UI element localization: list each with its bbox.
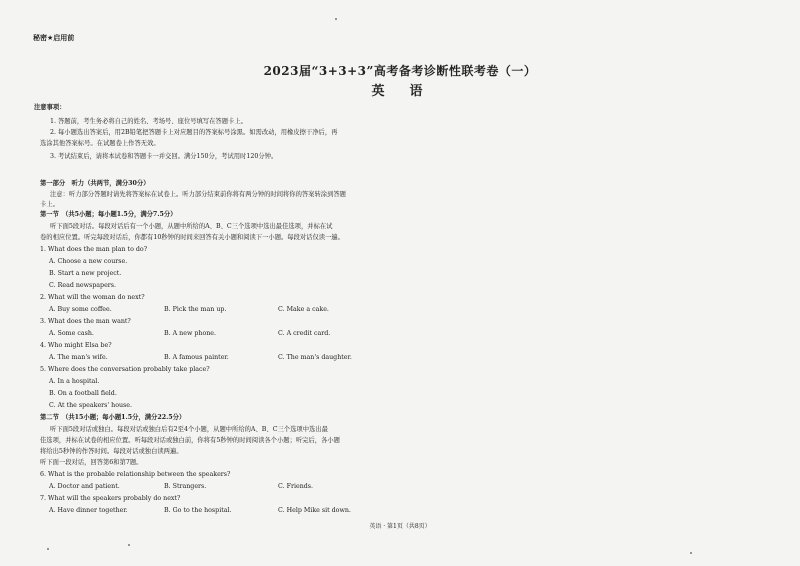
q7-option-a: A. Have dinner together. xyxy=(49,507,128,514)
page-footer: 英语 · 第1页（共8页） xyxy=(369,523,431,530)
scan-speck xyxy=(128,544,130,546)
question-4: 4. Who might Elsa be? xyxy=(40,342,112,349)
q7-option-c: C. Help Mike sit down. xyxy=(278,507,351,514)
q1-option-a: A. Choose a new course. xyxy=(49,258,128,265)
section2-intro-3: 将给出5秒钟的作答时间。每段对话或独白读两遍。 xyxy=(40,448,183,455)
q2-option-b: B. Pick the man up. xyxy=(164,306,227,313)
q1-option-c: C. Read newspapers. xyxy=(49,282,117,289)
scan-speck xyxy=(335,18,337,20)
question-2: 2. What will the woman do next? xyxy=(40,294,145,301)
q6-option-b: B. Strangers. xyxy=(164,483,207,490)
section1-title: 第一节 （共5小题；每小题1.5分，满分7.5分） xyxy=(40,211,177,218)
question-5: 5. Where does the conversation probably take place? xyxy=(40,366,210,373)
q4-option-c: C. The man's daughter. xyxy=(278,354,352,361)
note-2-cont: 选涂其他答案标号。在试题卷上作答无效。 xyxy=(40,140,160,147)
q6-option-a: A. Doctor and patient. xyxy=(49,483,120,490)
q5-option-c: C. At the speakers' house. xyxy=(49,402,133,409)
note-3: 3. 考试结束后，请将本试卷和答题卡一并交回。满分150分，考试用时120分钟。 xyxy=(50,153,278,160)
q4-option-b: B. A famous painter. xyxy=(164,354,229,361)
q3-option-a: A. Some cash. xyxy=(49,330,94,337)
q5-option-a: A. In a hospital. xyxy=(49,378,100,385)
q1-option-b: B. Start a new project. xyxy=(49,270,122,277)
scan-speck xyxy=(690,552,692,554)
q3-option-c: C. A credit card. xyxy=(278,330,331,337)
confidential-label: 秘密★启用前 xyxy=(33,34,75,42)
question-1: 1. What does the man plan to do? xyxy=(40,246,148,253)
section2-intro-4: 听下面一段对话，回答第6和第7题。 xyxy=(40,459,143,466)
part1-intro-2: 卡上。 xyxy=(40,201,59,208)
section2-title: 第二节 （共15小题；每小题1.5分，满分22.5分） xyxy=(40,414,186,421)
q5-option-b: B. On a football field. xyxy=(49,390,117,397)
note-2: 2. 每小题选出答案后，用2B铅笔把答题卡上对应题目的答案标号涂黑。如需改动，用橡皮擦干净后，再 xyxy=(50,129,338,136)
question-3: 3. What does the man want? xyxy=(40,318,131,325)
notes-title: 注意事项： xyxy=(34,104,66,111)
exam-title: 2023届“3+3+3”高考备考诊断性联考卷（一） xyxy=(263,64,537,78)
question-6: 6. What is the probable relationship between the speakers? xyxy=(40,471,231,478)
section1-intro-2: 卷的相应位置。听完每段对话后，你都有10秒钟的时间来回答有关小题和阅读下一小题。每段对话仅读一遍。 xyxy=(40,234,344,241)
subject-title: 英 语 xyxy=(371,84,429,99)
note-1: 1. 答题前，考生务必将自己的姓名、考场号、座位号填写在答题卡上。 xyxy=(50,118,247,125)
question-7: 7. What will the speakers probably do next? xyxy=(40,495,181,502)
section1-intro-1: 听下面5段对话。每段对话后有一个小题，从题中所给的A、B、C三个选项中选出最佳选项，并标在试 xyxy=(50,223,333,230)
q3-option-b: B. A new phone. xyxy=(164,330,217,337)
section2-intro-2: 佳选项，并标在试卷的相应位置。听每段对话或独白前，你将有5秒钟的时间阅读各个小题；听完后，各小题 xyxy=(40,437,340,444)
q2-option-c: C. Make a cake. xyxy=(278,306,329,313)
q7-option-b: B. Go to the hospital. xyxy=(164,507,232,514)
section2-intro-1: 听下面5段对话或独白。每段对话或独白后有2至4个小题，从题中所给的A、B、C三个选项中选出最 xyxy=(50,426,328,433)
q4-option-a: A. The man's wife. xyxy=(49,354,108,361)
scan-speck xyxy=(47,548,49,550)
part1-title: 第一部分 听力（共两节，满分30分） xyxy=(40,180,150,187)
q6-option-c: C. Friends. xyxy=(278,483,314,490)
part1-intro-1: 注意：听力部分答题时请先将答案标在试卷上。听力部分结束前你将有两分钟的时间将你的答案转涂到答题 xyxy=(50,191,346,198)
q2-option-a: A. Buy some coffee. xyxy=(49,306,112,313)
